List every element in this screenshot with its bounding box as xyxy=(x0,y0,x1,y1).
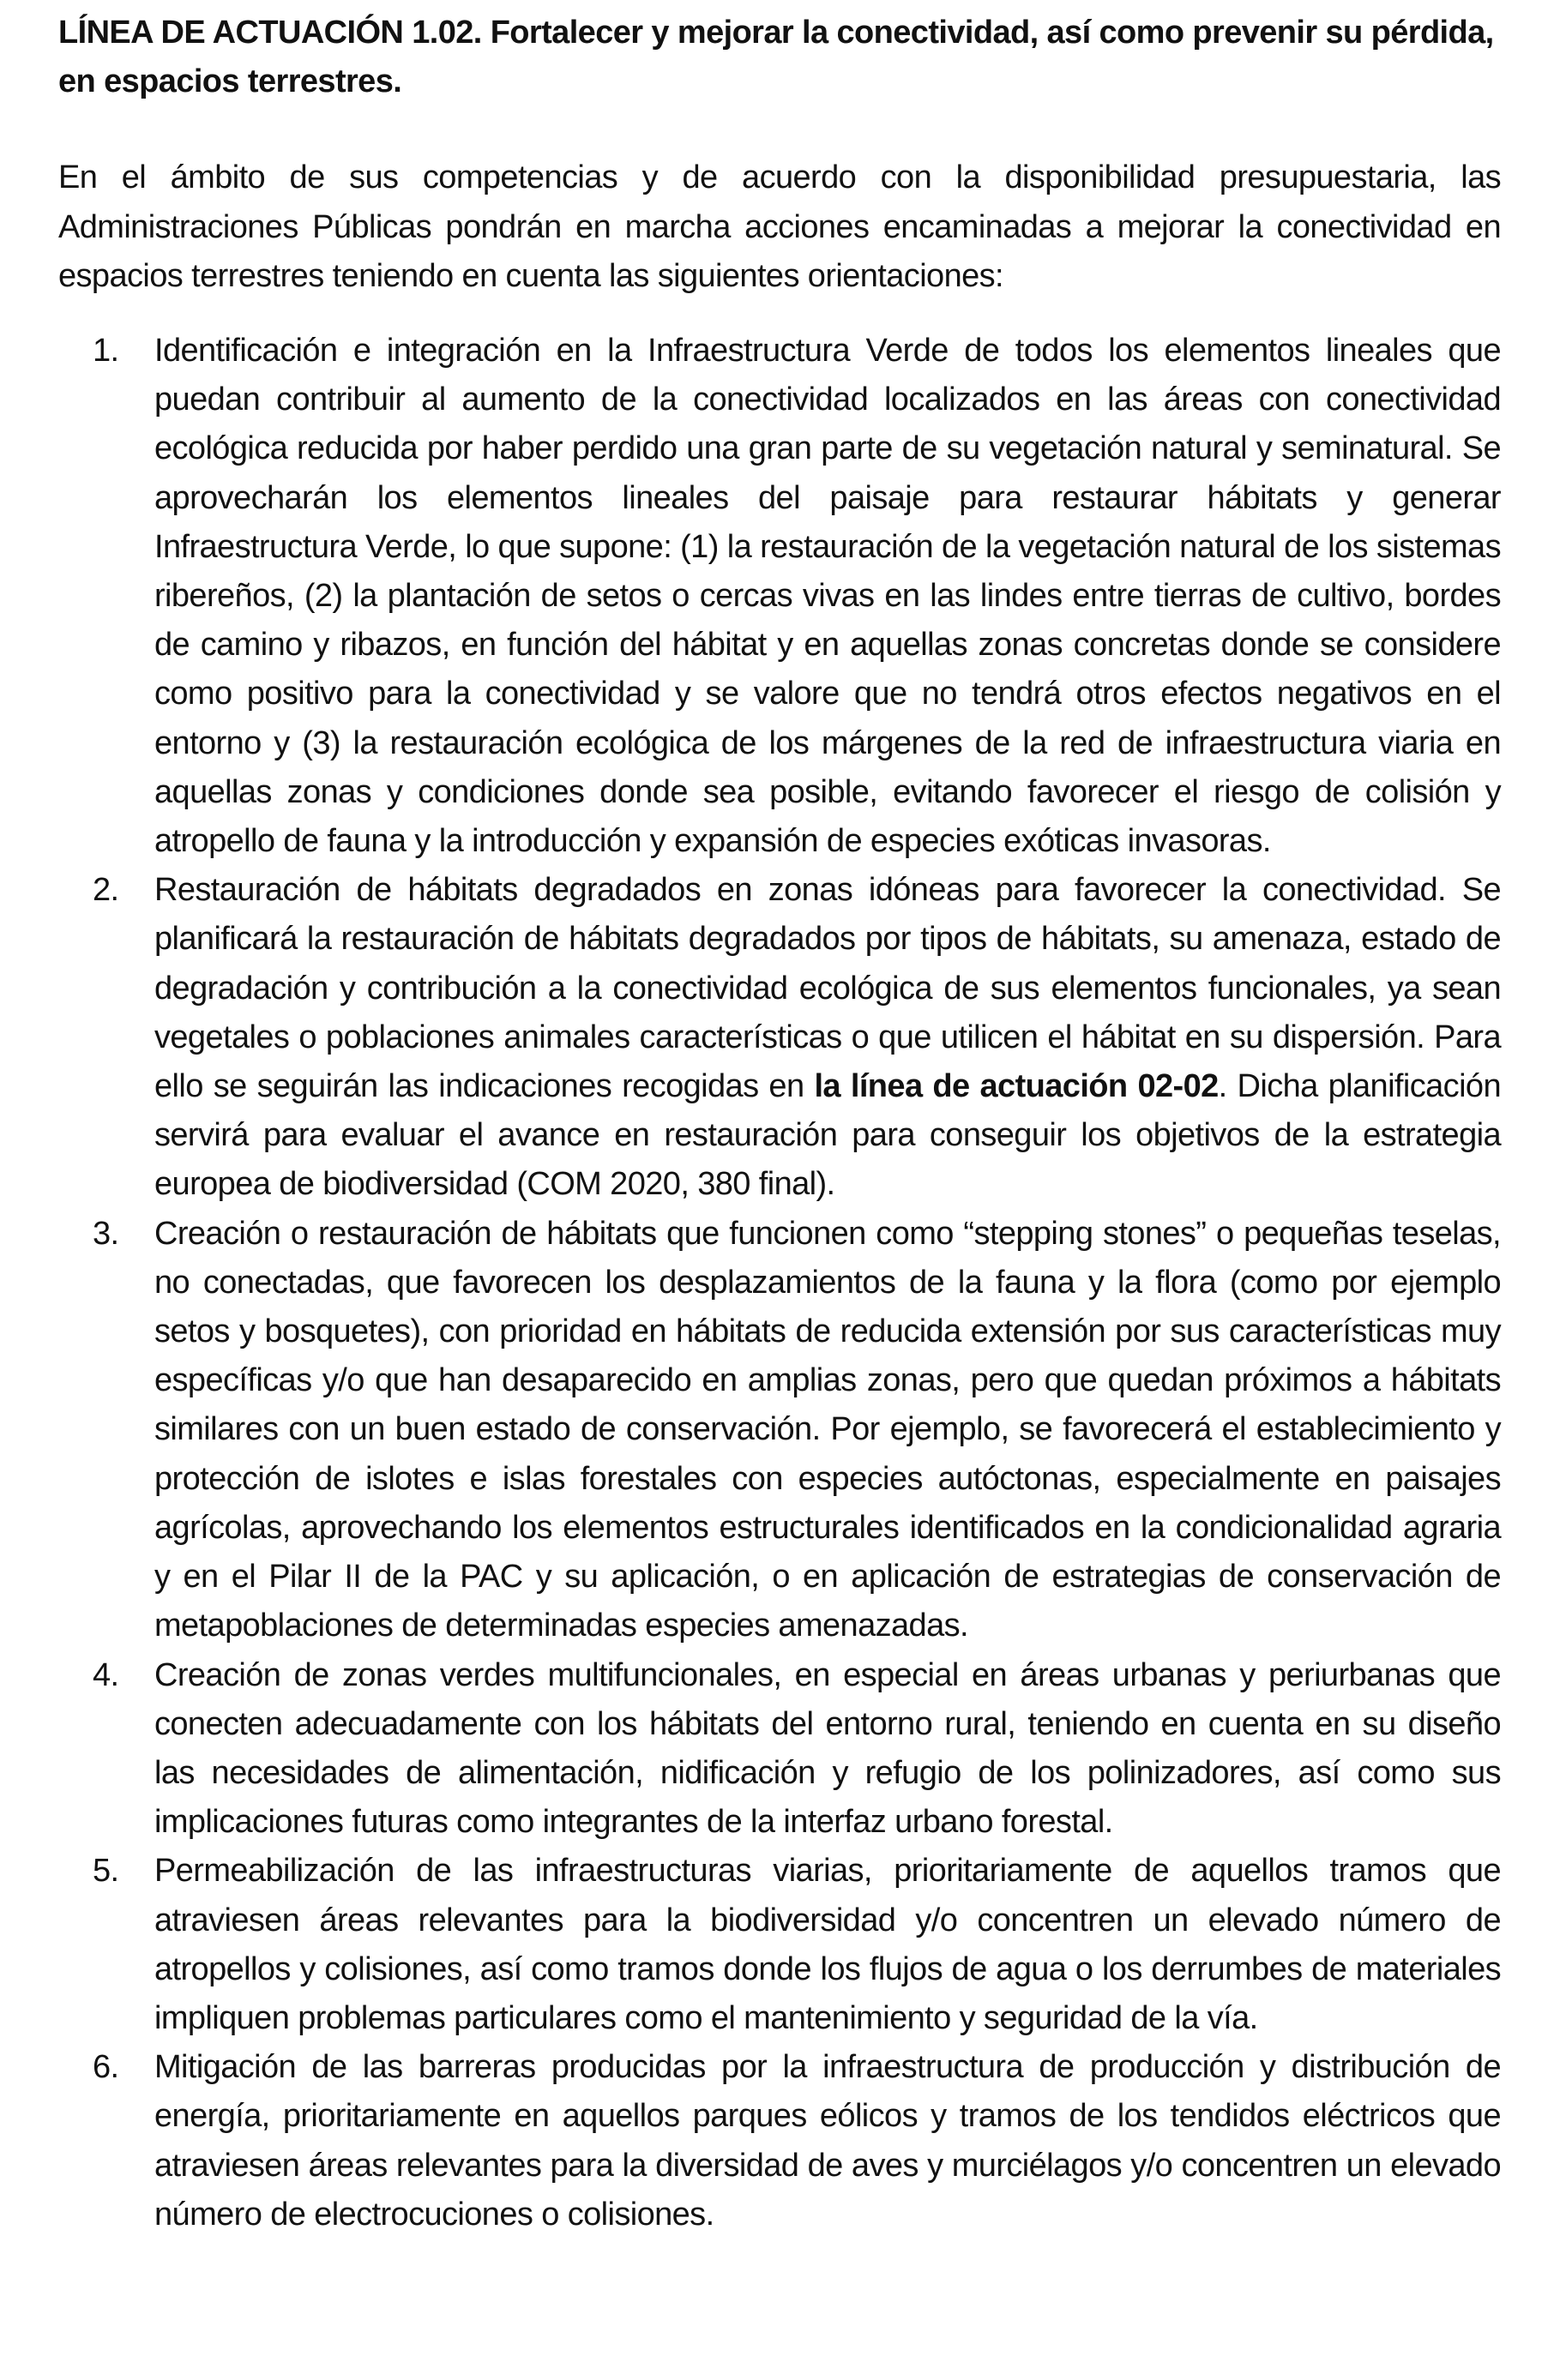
list-item-text: Creación de zonas verdes multifuncionales, en especial en áreas urbanas y periurbanas que conecten adecuadamente con los hábitats del entorno rural, teniendo en cuenta en su diseño las necesidades de alimentación, nidificación y refugio de los polinizadores, así como sus implicaciones futuras como integrantes de la interfaz urbano forestal. xyxy=(154,1656,1501,1841)
list-item-text: Identificación e integración en la Infraestructura Verde de todos los elementos lineales que puedan contribuir al aumento de la conectividad localizados en las áreas con conectividad ecológica reducida por haber perdido una gran parte de su vegetación natural y seminatural. Se aprovecharán los elementos lineales del paisaje para restaurar hábitats y generar Infraestructura Verde, lo que supone: (1) la restauración de la vegetación natural de los sistemas ribereños, (2) la plantación de setos o cercas vivas en las lindes entre tierras de cultivo, bordes de camino y ribazos, en función del hábitat y en aquellas zonas concretas donde se considere como positivo para la conectividad y se valore que no tendrá otros efectos negativos en el entorno y (3) la restauración ecológica de los márgenes de la red de infraestructura viaria en aquellas zonas y condiciones donde sea posible, evitando favorecer el riesgo de colisión y atropello de fauna y la introducción y expansión de especies exóticas invasoras. xyxy=(154,333,1501,860)
list-item-4 xyxy=(58,1651,1501,1848)
list-item-text: Restauración de hábitats degradados en zonas idóneas para favorecer la conectividad. Se planificará la restauración de hábitats degradados por tipos de hábitats, su amenaza, estado de degradación y contribución a la conectividad ecológica de sus elementos funcionales, ya sean vegetales o poblaciones animales características o que utilicen el hábitat en su dispersión. Para ello se seguirán las indicaciones recogidas en xyxy=(154,872,1501,1105)
list-item-number: 4. xyxy=(93,1656,119,1693)
list-item-number: 6. xyxy=(93,2049,119,2086)
cross-reference: la línea de actuación 02-02 xyxy=(814,1068,1219,1105)
list-item-6 xyxy=(58,2043,1501,2239)
list-item-text: Permeabilización de las infraestructuras viarias, prioritariamente de aquellos tramos que atraviesen áreas relevantes para la biodiversidad y/o concentren un elevado número de atropellos y colisiones, así como tramos donde los flujos de agua o los derrumbes de materiales impliquen problemas particulares como el mantenimiento y seguridad de la vía. xyxy=(154,1853,1501,2036)
list-item-number: 5. xyxy=(93,1853,119,1890)
list-item-text: Creación o restauración de hábitats que funcionen como “stepping stones” o pequeñas teselas, no conectadas, que favorecen los desplazamientos de la fauna y la flora (como por ejemplo setos y bosquetes), con prioridad en hábitats de reducida extensión por sus características muy específicas y/o que han desaparecido en amplias zonas, pero que quedan próximos a hábitats similares con un buen estado de conservación. Por ejemplo, se favorecerá el establecimiento y protección de islotes e islas forestales con especies autóctonas, especialmente en paisajes agrícolas, aprovechando los elementos estructurales identificados en la condicionalidad agraria y en el Pilar II de la PAC y su aplicación, o en aplicación de estrategias de conservación de metapoblaciones de determinadas especies amenazadas. xyxy=(154,1215,1501,1644)
list-item-text: Mitigación de las barreras producidas por la infraestructura de producción y distribución de energía, prioritariamente en aquellos parques eólicos y tramos de los tendidos eléctricos que atraviesen áreas relevantes para la diversidad de aves y murciélagos y/o concentren un elevado número de electrocuciones o colisiones. xyxy=(154,2049,1501,2233)
orientations-list xyxy=(58,327,1501,2239)
document-page xyxy=(58,9,1501,2239)
list-item-1 xyxy=(58,327,1501,866)
list-item-text-continued: . Dicha planificación servirá para evaluar el avance en restauración para conseguir los objetivos de la estrategia europea de biodiversidad (COM 2020, 380 final). xyxy=(154,1068,1501,1203)
list-item-3 xyxy=(58,1210,1501,1651)
list-item-number: 3. xyxy=(93,1215,119,1252)
section-heading: LÍNEA DE ACTUACIÓN 1.02. Fortalecer y mejorar la conectividad, así como prevenir su pérdida, en espacios terrestres. xyxy=(58,15,1494,100)
intro-paragraph: En el ámbito de sus competencias y de acuerdo con la disponibilidad presupuestaria, las Administraciones Públicas pondrán en marcha acciones encaminadas a mejorar la conectividad en espacios terrestres teniendo en cuenta las siguientes orientaciones: xyxy=(58,159,1501,294)
list-item-2 xyxy=(58,866,1501,1209)
list-item-number: 2. xyxy=(93,872,119,909)
list-item-5 xyxy=(58,1847,1501,2043)
list-item-number: 1. xyxy=(93,333,119,370)
